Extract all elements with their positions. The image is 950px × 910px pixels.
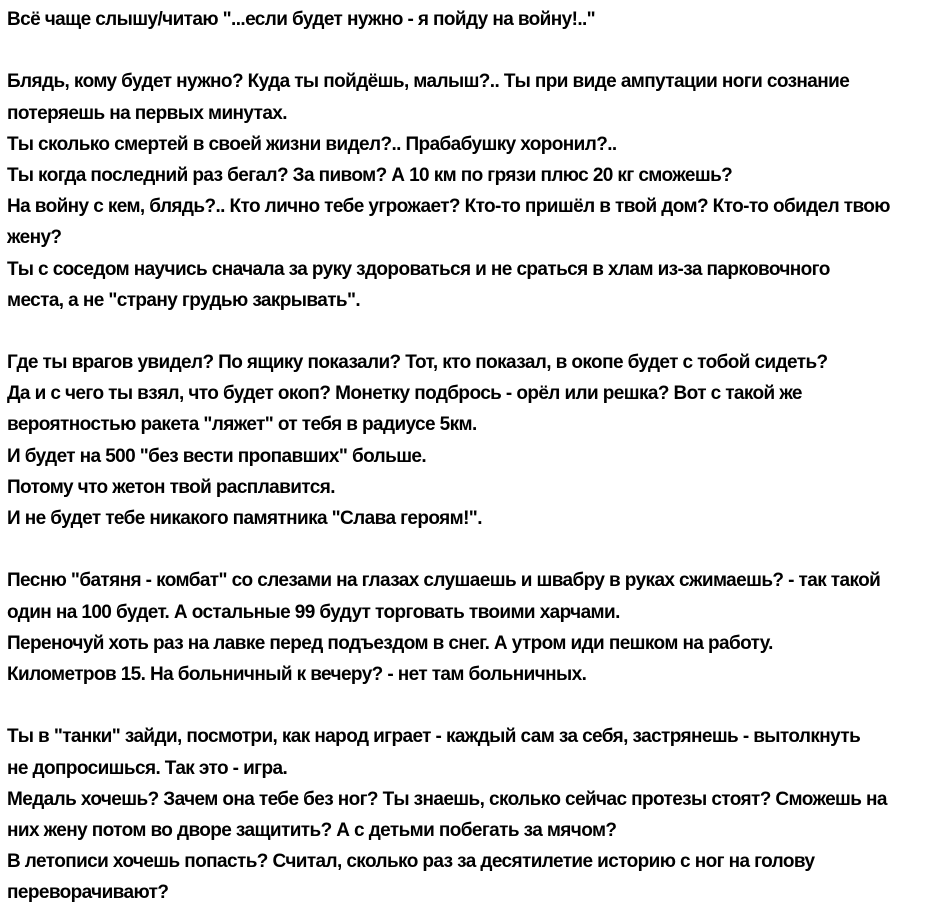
paragraph-gap [7, 316, 940, 347]
text-line: Ты когда последний раз бегал? За пивом? А 10 км по грязи плюс 20 кг сможешь? [7, 164, 733, 186]
text-line: места, а не "страну грудью закрывать". [7, 289, 361, 311]
text-line: Ты сколько смертей в своей жизни видел?.. Прабабушку хоронил?.. [7, 133, 617, 155]
text-line: Ты в "танки" зайди, посмотри, как народ играет - каждый сам за себя, застрянешь - вытолкнуть [7, 726, 861, 748]
text-line: не допросишься. Так это - игра. [7, 757, 288, 779]
text-line: Песню "батяня - комбат" со слезами на глазах слушаешь и швабру в руках сжимаешь? - так такой [7, 570, 881, 592]
text-line: Где ты врагов увидел? По ящику показали? Тот, кто показал, в окопе будет с тобой сидеть? [7, 352, 828, 374]
text-line: И не будет тебе никакого памятника "Слава героям!". [7, 508, 482, 529]
text-line: переворачивают? [7, 882, 169, 904]
paragraph [7, 721, 940, 908]
text-line: вероятностью ракета "ляжет" от тебя в радиусе 5км. [7, 414, 477, 436]
paragraph-gap [7, 690, 940, 721]
text-line: В летописи хочешь попасть? Считал, сколько раз за десятилетие историю с ног на голову [7, 851, 815, 873]
text-line: На войну с кем, блядь?.. Кто лично тебе угрожает? Кто-то пришёл в твой дом? Кто-то обидел твою [7, 196, 890, 218]
paragraph [7, 347, 940, 534]
paragraph-gap [7, 35, 940, 66]
paragraph [7, 66, 940, 316]
text-line: жену? [7, 227, 62, 249]
text-line: Километров 15. На больничный к вечеру? - нет там больничных. [7, 663, 587, 685]
paragraph-gap [7, 534, 940, 565]
paragraph [7, 565, 940, 690]
paragraph [7, 4, 940, 35]
text-line: Всё чаще слышу/читаю "...если будет нужно - я пойду на войну!.." [7, 9, 596, 30]
text-line: Ты с соседом научись сначала за руку здороваться и не сраться в хлам из-за парковочного [7, 258, 830, 280]
text-line: Да и с чего ты взял, что будет окоп? Монетку подбрось - орёл или решка? Вот с такой же [7, 383, 802, 405]
text-line: Блядь, кому будет нужно? Куда ты пойдёшь, малыш?.. Ты при виде ампутации ноги сознание [7, 71, 850, 93]
text-line: Потому что жетон твой расплавится. [7, 476, 335, 498]
text-line: один на 100 будет. А остальные 99 будут торговать твоими харчами. [7, 601, 620, 623]
text-line: И будет на 500 "без вести пропавших" больше. [7, 445, 427, 467]
text-line: Медаль хочешь? Зачем она тебе без ног? Ты знаешь, сколько сейчас протезы стоят? Сможешь на [7, 788, 887, 810]
text-line: потеряешь на первых минутах. [7, 102, 287, 124]
text-line: Переночуй хоть раз на лавке перед подъездом в снег. А утром иди пешком на работу. [7, 632, 773, 654]
text-line: них жену потом во дворе защитить? А с детьми побегать за мячом? [7, 819, 617, 841]
